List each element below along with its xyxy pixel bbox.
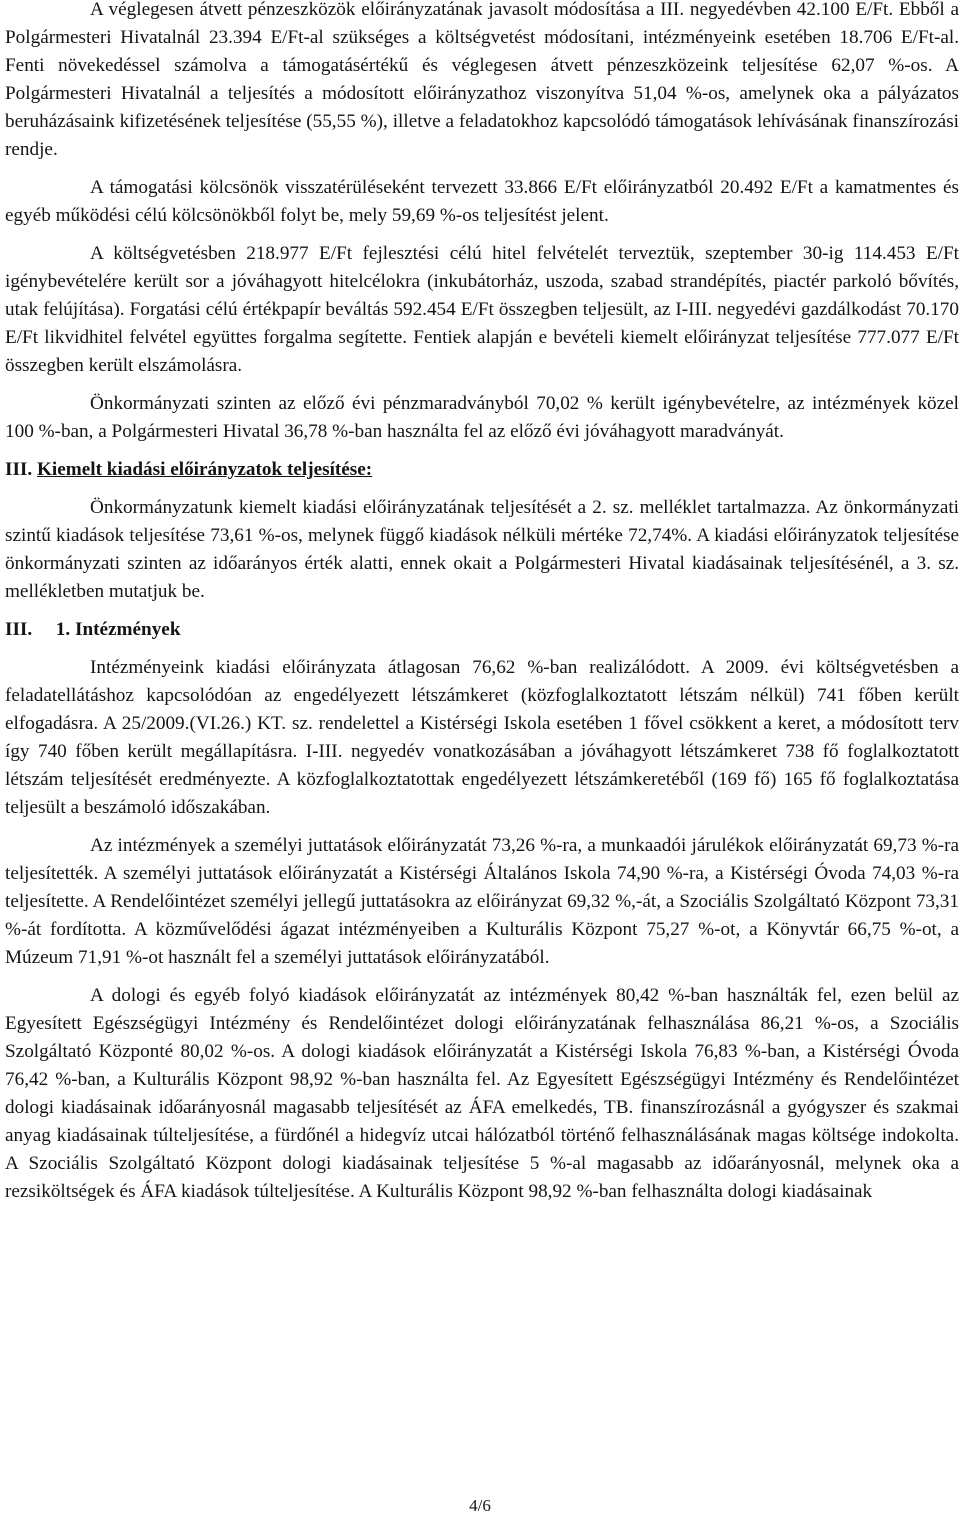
- paragraph-pass-through-funds: A véglegesen átvett pénzeszközök előirányzatának javasolt módosítása a III. negyedévben 42.100 E/Ft. Ebből a Polgármesteri Hivatalnál 23.394 E/Ft-al szükséges a költségvetést módosítani, intézményeink esetében 18.706 E/Ft-al. Fenti növekedéssel számolva a támogatásértékű és véglegesen átvett pénzeszközeink teljesítése 62,07 %-os. A Polgármesteri Hivatalnál a teljesítés a módosított előirányzathoz viszonyítva 51,04 %-os, amelynek oka a pályázatos beruházásaink kifizetésének teljesítése (55,55 %), illetve a feladatokhoz kapcsolódó támogatások lehívásának finanszírozási rendje.: [5, 0, 959, 160]
- subsection-heading-institutions: [5, 616, 959, 644]
- paragraph-support-loans: A támogatási kölcsönök visszatérüléseként tervezett 33.866 E/Ft előirányzatból 20.492 E/Ft a kamatmentes és egyéb működési célú kölcsönökből folyt be, mely 59,69 %-os teljesítést jelent.: [5, 177, 959, 226]
- document-page: [5, 0, 959, 1216]
- paragraph-expenditure-summary: Önkormányzatunk kiemelt kiadási előirányzatának teljesítését a 2. sz. melléklet tartalmazza. Az önkormányzati szintű kiadások teljesítése 73,61 %-os, melynek függő kiadások nélküli mértéke 72,74%. A kiadási előirányzatok teljesítése önkormányzati szinten az időarányos érték alatti, ennek okait a Polgármesteri Hivatal kiadásainak teljesítésénél, a 3. sz. mellékletben mutatjuk be.: [5, 497, 959, 602]
- subsection-title: Intézmények: [74, 619, 181, 640]
- paragraph-personnel-expenses: Az intézmények a személyi juttatások előirányzatát 73,26 %-ra, a munkaadói járulékok előirányzatát 69,73 %-ra teljesítették. A személyi juttatások előirányzatát a Kistérségi Általános Iskola 74,90 %-ra, a Kistérségi Óvoda 74,03 %-ra teljesítette. A Rendelőintézet személyi jellegű juttatásokra az előirányzat 69,32 %,-át, a Szociális Szolgáltató Központ 73,31 %-át fordította. A közművelődési ágazat intézményeiben a Kulturális Központ 75,27 %-ot, a Könyvtár 66,75 %-ot, a Múzeum 71,91 %-ot használt fel a személyi juttatások előirányzatából.: [5, 835, 959, 968]
- paragraph-development-loan: A költségvetésben 218.977 E/Ft fejlesztési célú hitel felvételét terveztük, szeptember 30-ig 114.453 E/Ft igénybevételére került sor a jóváhagyott hitelcélokra (inkubátorház, uszoda, szabad strandépítés, piactér parkoló bővítés, utak felújítása). Forgatási célú értékpapír beváltás 592.454 E/Ft összegben teljesült, az I-III. negyedévi gazdálkodást 70.170 E/Ft likvidhitel felvétel együttes forgalma segítette. Fentiek alapján e bevételi kiemelt előirányzat teljesítése 777.077 E/Ft összegben került elszámolásra.: [5, 243, 959, 376]
- subsection-number: III.: [5, 619, 33, 640]
- paragraph-cash-residual: Önkormányzati szinten az előző évi pénzmaradványból 70,02 % került igénybevételre, az intézmények közel 100 %-ban, a Polgármesteri Hivatal 36,78 %-ban használta fel az előző évi jóváhagyott maradványát.: [5, 393, 959, 442]
- subsection-subnumber: 1.: [55, 619, 71, 640]
- paragraph-institution-headcount: Intézményeink kiadási előirányzata átlagosan 76,62 %-ban realizálódott. A 2009. évi költségvetésben a feladatellátáshoz kapcsolódóan az engedélyezett létszámkeret (közfoglalkoztatott létszám nélkül) 741 főben került elfogadásra. A 25/2009.(VI.26.) KT. sz. rendelettel a Kistérségi Iskola esetében 1 fővel csökkent a keret, a módosított terv így 740 főben került megállapításra. I-III. negyedév vonatkozásában a jóváhagyott létszámkeret 738 fő foglalkoztatott létszám teljesítését eredményezte. A közfoglalkoztatottak engedélyezett létszámkeretéből (169 fő) 165 fő foglalkoztatása teljesült a beszámoló időszakában.: [5, 657, 959, 818]
- section-heading-expenditures: [5, 456, 959, 484]
- paragraph-material-expenses: A dologi és egyéb folyó kiadások előirányzatát az intézmények 80,42 %-ban használták fel, ezen belül az Egyesített Egészségügyi Intézmény és Rendelőintézet dologi előirányzatának felhasználása 86,21 %-os, a Szociális Szolgáltató Központé 80,02 %-os. A dologi kiadások előirányzatát a Kistérségi Iskola 76,83 %-ban, a Kistérségi Óvoda 76,42 %-ban, a Kulturális Központ 98,92 %-ban használta fel. Az Egyesített Egészségügyi Intézmény és Rendelőintézet dologi kiadásainak időarányosnál magasabb teljesítését az ÁFA emelkedés, TB. finanszírozásnál a gyógyszer és szakmai anyag kiadásainak túlteljesítése, a fürdőnél a hidegvíz utcai hálózatból történő felhasználásának magas költsége indokolta. A Szociális Szolgáltató Központ dologi kiadásainak teljesítése 5 %-al magasabb az időarányosnál, melynek oka a rezsiköltségek és ÁFA kiadások túlteljesítése. A Kulturális Központ 98,92 %-ban felhasználta dologi kiadásainak: [5, 985, 959, 1202]
- page-number: 4/6: [469, 1496, 491, 1515]
- section-number: III.: [5, 459, 33, 480]
- section-title: Kiemelt kiadási előirányzatok teljesítése:: [37, 459, 373, 480]
